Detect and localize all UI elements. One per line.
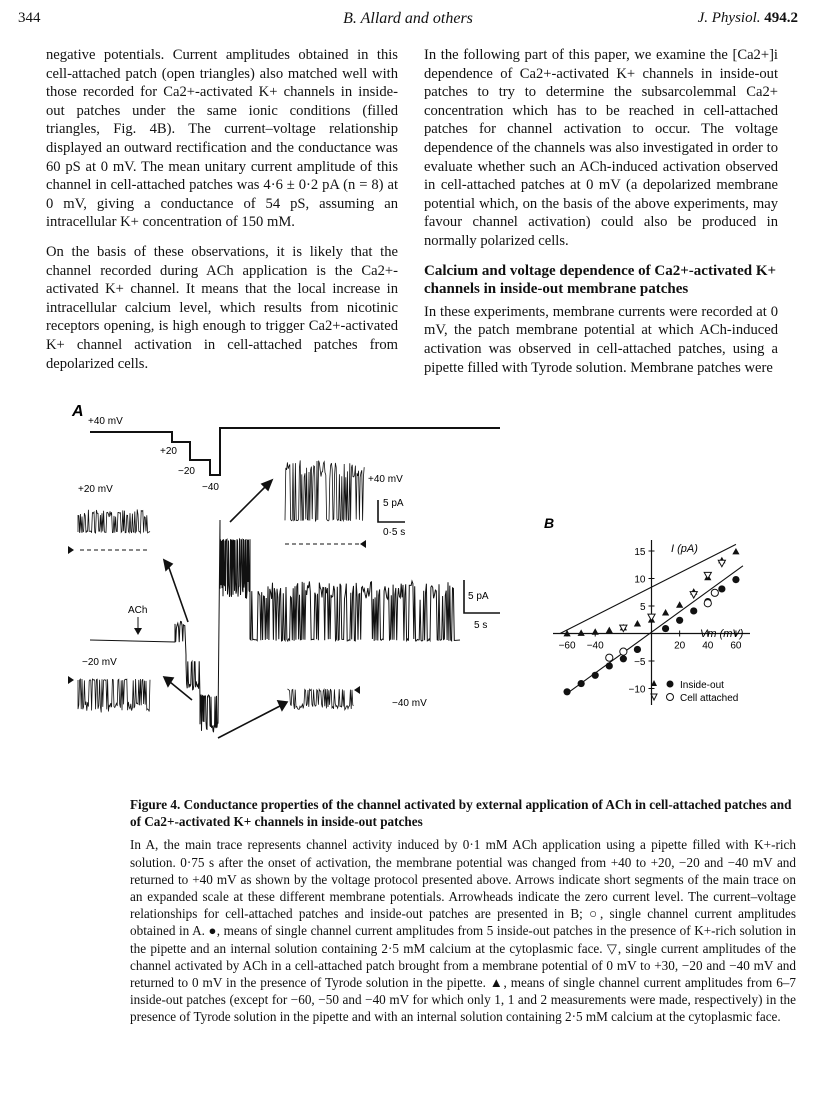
scale-small-time: 0·5 s (383, 527, 406, 538)
data-point-open-triangle (704, 572, 711, 578)
arrow-to-minus40 (218, 706, 280, 738)
segment-label-minus20: −20 mV (82, 657, 117, 668)
legend-open-circle (667, 694, 674, 701)
protocol-label-minus20: −20 (178, 466, 195, 477)
y-axis-label: I (pA) (671, 543, 698, 555)
data-point-filled-circle (690, 607, 697, 614)
x-tick-label: 60 (730, 640, 742, 652)
data-point-filled-triangle (592, 628, 599, 634)
data-point-open-circle (606, 654, 613, 661)
right-column (424, 46, 778, 388)
zero-arrowhead-plus40 (360, 540, 366, 548)
zero-arrowhead-plus20 (68, 546, 74, 554)
x-tick-label: 40 (702, 640, 714, 652)
y-tick-label: 10 (634, 574, 646, 586)
arrow-to-plus40 (230, 486, 266, 522)
segment-trace-plus40 (285, 460, 364, 521)
data-point-filled-circle (606, 662, 613, 669)
segment-label-plus40: +40 mV (368, 474, 403, 485)
y-tick-label: 5 (639, 602, 646, 613)
ach-label: ACh (128, 605, 148, 616)
data-point-filled-triangle (578, 629, 585, 635)
left-paragraph-1: negative potentials. Current amplitudes obtained in this cell-attached patch (open triangles) also matched well with those recorded for Ca2+-activated K+ channels in inside-out patches under the same ionic conditions (filled triangles, Fig. 4B). The current–voltage relationship displayed an outward rectification and the conductance was 60 pS at 0 mV. The mean unitary current amplitude of this channel in cell-attached patches was 4·6 ± 0·2 pA (n = 8) at 0 mV, giving a conductance of 54 pS, assuming an intracellular K+ concentration of 150 mM. (46, 47, 398, 231)
segment-trace-minus40 (288, 689, 354, 710)
caption-title: Figure 4. Conductance properties of the channel activated by external application of ACh in cell-attached patches and of Ca2+-activated K+ channels in inside-out patches (130, 797, 792, 830)
segment-label-plus20: +20 mV (78, 484, 113, 495)
data-point-filled-circle (732, 576, 739, 583)
scale-small-current: 5 pA (383, 498, 404, 509)
data-point-filled-circle (718, 585, 725, 592)
scale-main-current: 5 pA (468, 591, 489, 602)
panel-b-label: B (544, 515, 555, 531)
segment-trace-plus20 (78, 510, 150, 534)
journal-name: J. Physiol. (697, 10, 761, 26)
segment-label-minus40: −40 mV (392, 698, 427, 709)
y-tick-label: −5 (634, 657, 646, 668)
section-heading: Calcium and voltage dependence of Ca2+-activated K+ channels in inside-out membrane patches (424, 262, 777, 298)
data-point-filled-triangle (634, 620, 641, 626)
zero-arrowhead-minus20 (68, 676, 74, 684)
arrowhead-minus40 (278, 701, 287, 710)
right-paragraph-1: In the following part of this paper, we examine the [Ca2+]i dependence of Ca2+-activated K+ channels in inside-out patches to try to determine the subsarcolemmal Ca2+ concentration which has to be reached in cell-attached patches for channel activation to occur. The voltage dependence of the channels was also investigated in order to evaluate whether such an ACh-induced activation observed in cell-attached patches at 0 mV (a depolarized membrane potential which, on the basis of the above experiments, may favour channel activation) could also be produced in normally polarized cells. (424, 47, 778, 249)
left-paragraph-2: On the basis of these observations, it is likely that the channel recorded during ACh application is the Ca2+-activated K+ channel. It means that the local increase in intracellular calcium level, which results from nicotinic receptors opening, is high enough to trigger Ca2+-activated K+ channel activation in cell-attached patches from depolarized cells. (46, 243, 398, 372)
figure-4 (60, 400, 790, 790)
data-point-filled-circle (563, 688, 570, 695)
arrowhead-plus20 (164, 560, 172, 570)
data-point-filled-triangle (662, 609, 669, 615)
data-point-filled-triangle (676, 601, 683, 607)
protocol-label-plus20: +20 (160, 446, 177, 457)
data-point-filled-circle (634, 646, 641, 653)
data-point-filled-triangle (732, 548, 739, 554)
data-point-filled-triangle (606, 627, 613, 633)
data-point-filled-circle (578, 680, 585, 687)
right-paragraph-2: In these experiments, membrane currents were recorded at 0 mV, the patch membrane potential at which ACh-induced activation was observed in cell-attached patches, using a pipette filled with Tyrode solution. Membrane patches were (424, 303, 778, 376)
data-point-open-triangle (690, 592, 697, 598)
protocol-label-minus40: −40 (202, 482, 219, 493)
x-axis-label: Vm (mV) (700, 628, 744, 640)
running-authors: B. Allard and others (343, 10, 473, 27)
fit-line (560, 544, 736, 633)
segment-trace-minus20 (78, 679, 150, 713)
x-tick-label: 20 (674, 640, 686, 652)
data-point-filled-circle (662, 625, 669, 632)
y-tick-label: −10 (628, 684, 646, 696)
data-point-open-circle (704, 600, 711, 607)
data-point-open-circle (620, 648, 627, 655)
figure-caption (130, 796, 796, 1026)
legend-inside-out: Inside-out (680, 680, 724, 691)
legend-filled-circle (667, 681, 674, 688)
left-column (46, 46, 398, 384)
caption-body: In A, the main trace represents channel activity induced by 0·1 mM ACh application using a pipette filled with K+-rich solution. 0·75 s after the onset of activation, the membrane potential was changed from +40 to +20, −20 and −40 mV and returned to +40 mV as shown by the voltage protocol presented above. Arrows indicate short segments of the main trace on an expanded scale at these different membrane potentials. Arrowheads indicate the zero current level. The current–voltage relationships for cell-attached patches and inside-out patches are presented in B; ○, single channel current amplitudes obtained in A. ●, means of single channel current amplitudes from 5 inside-out patches in the presence of K+-rich solution in the pipette and an internal solution containing 2·5 mM calcium at the cytoplasmic face. ▽, single current amplitudes of the channel activated by ACh in a cell-attached patch brought from a membrane potential of 0 mV to +30, −20 and −40 mV and returned to 0 mV in the presence of Tyrode solution in the pipette. ▲, means of single channel current amplitudes from 6–7 inside-out patches (except for −60, −50 and −40 mV for which only 1, 1 and 2 measurements were made, respectively) in the presence of Tyrode solution in the pipette and with an internal solution containing 2·5 mM calcium at the cytoplasmic face. (130, 837, 796, 1025)
arrowhead-minus20 (164, 677, 173, 686)
data-point-open-triangle (620, 625, 627, 631)
page-header (18, 10, 798, 34)
x-tick-label: −40 (586, 640, 604, 652)
journal-volume: 494.2 (764, 10, 798, 26)
zero-arrowhead-minus40 (354, 686, 360, 694)
panel-a-label: A (72, 403, 84, 420)
data-point-filled-circle (592, 672, 599, 679)
data-point-filled-circle (620, 655, 627, 662)
ach-arrowhead (134, 628, 142, 635)
legend (651, 680, 738, 704)
y-tick-label: 15 (634, 547, 646, 558)
x-tick-label: −60 (558, 640, 576, 652)
data-point-open-circle (711, 589, 718, 596)
data-point-open-triangle (718, 560, 725, 566)
scale-main-time: 5 s (474, 620, 488, 631)
legend-cell-attached: Cell attached (680, 693, 739, 704)
protocol-label-plus40: +40 mV (88, 416, 123, 427)
arrow-to-plus20 (168, 565, 188, 622)
journal-ref (698, 10, 798, 27)
page-number: 344 (18, 10, 41, 26)
data-point-filled-circle (676, 617, 683, 624)
data-point-open-triangle (648, 614, 655, 620)
